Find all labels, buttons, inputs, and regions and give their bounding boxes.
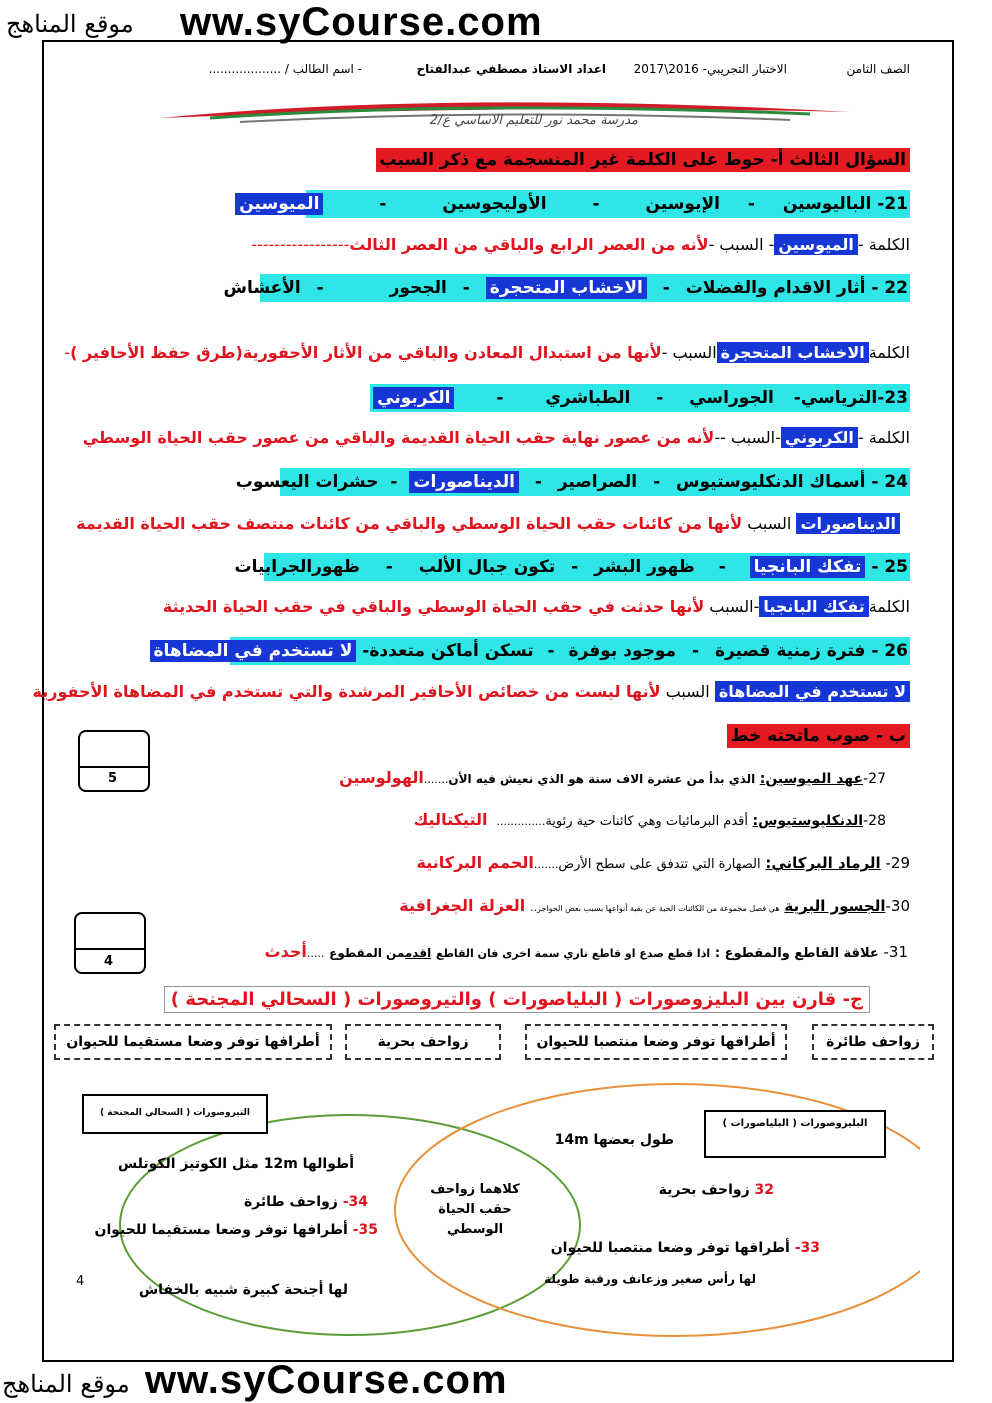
header-author: اعداد الاستاذ مصطفي عبدالفتاح [416,62,606,76]
left-length: أطوالها 12m مثل الكوتيز الكوتلس [117,1156,354,1172]
item-28: 28-الدنكليوستيوس: أقدم البرمائيات وهي كائنات حية رئوية.............. التيكتاليك [413,810,886,829]
item-30: 30-الجسور البرية هي فصل مجموعة من الكائنات الحية عن بقية أنواعها بسبب بعض الحواجز.. العزلة الجغرافية [399,896,910,915]
site-url-bottom: ww.syCourse.com [145,1358,508,1402]
score-box-2-line [76,948,144,950]
q3-title: السؤال الثالث أ- حوط على الكلمة غير المنسجمة مع ذكر السبب [376,148,911,172]
school-name: مدرسة محمد نور للتعليم الاساسي ع/2 [429,113,638,128]
header-exam: الاختبار التجريبي- 2016\2017 [633,62,787,76]
answer-24: الديناصورات السبب لأنها من كائنات حقب الحياة الوسطي والباقي من كائنات منتصف حقب الحياة القديمة [76,514,900,533]
option-marine-reptiles: زواحف بحرية [345,1024,501,1060]
item-31: 31- علاقة القاطع والمقطوع : اذا قطع صدع او قاطع ناري سمة اخرى فان القاطع اقدممن المقطوع .....أحدث [264,942,908,961]
answer-23: الكلمة -الكربوني-السبب --لأنه من عصور نهاية حقب الحياة القديمة والباقي من عصور حقب الحياة الوسطي [82,428,910,447]
score-1: 5 [108,771,118,786]
right-33: 33- أطرافها توفر وضعا منتصبا للحيوان [550,1240,820,1256]
option-straight-limbs: أطرافها توفر وضعا مستقيما للحيوان [54,1024,332,1060]
header-student: - اسم الطالب / ................... [208,62,362,76]
item-29: 29- الرماد البركاني: الصهارة التي تتدفق على سطح الأرض.......الحمم البركانية [416,853,910,872]
section-c-title: ج- قارن بين البليزوصورات ( البلياصورات ) والتيروصورات ( السحالي المجنحة ) [164,986,870,1013]
site-url-top: ww.syCourse.com [180,0,543,44]
site-name-bottom: موقع المناهج [2,1370,130,1398]
section-b-title: ب - صوب ماتحته خط [727,724,910,748]
left-35: 35- أطرافها توفر وضعا مستقيما للحيوان [94,1222,378,1238]
right-32: 32 زواحف بحرية [658,1182,774,1198]
right-length: طول بعضها 14m [554,1132,674,1148]
middle-text: كلاهما زواحف حقب الحياة الوسطي [430,1182,520,1237]
score-box-1-line [80,766,148,768]
item-23: 23-الترياسي- الجوراسي - الطباشري - الكربوني [373,388,908,408]
answer-22: الكلمةالاخشاب المتحجرةالسبب -لأنها من استبدال المعادن والباقي من الأثار الأحفورية(طرق حفظ الأحافير )- [64,343,910,362]
header-grade: الصف الثامن [846,62,910,76]
left-label: التيروصورات ( السحالي المجنحة ) [82,1094,268,1134]
item-22: 22 - أثار الاقدام والفضلات - الاخشاب المتحجرة - الجحور - الأعشاش [223,278,908,298]
option-upright-limbs: أطرافها توفر وضعا منتصبا للحيوان [525,1024,787,1060]
item-26: 26 - فترة زمنية قصيرة - موجود بوفرة - تسكن أماكن متعددة- لا تستخدم في المضاهاة [150,641,908,661]
left-wings: لها أجنحة كبيرة شبيه بالخفاش [138,1282,348,1298]
right-head: لها رأس صغير وزعانف ورقبة طويلة [544,1272,756,1286]
item-25: 25 - تفكك البانجيا - ظهور البشر - تكون جبال الألب - ظهورالجرابيات [234,557,908,577]
left-34: 34- زواحف طائرة [243,1194,368,1210]
right-label: البليزوصورات ( البلياصورات ) [704,1110,886,1158]
item-24: 24 - أسماك الدنكليوستيوس - الصراصير - الديناصورات - حشرات اليعسوب [235,472,908,492]
item-21: 21- الباليوسين - الإيوسين - الأوليجوسين - الميوسين [235,194,908,214]
answer-25: الكلمةتفكك البانجيا-السبب لأنها حدثت في حقب الحياة الوسطي والباقي في حقب الحياة الحديثة [162,597,910,616]
answer-21: الكلمة -الميوسين- السبب -لأنه من العصر الرابع والباقي من العصر الثالث----------------- [251,235,910,254]
score-2: 4 [104,954,114,969]
answer-26: لا تستخدم في المضاهاة السبب لأنها ليست من خصائص الأحافير المرشدة والتي تستخدم في المضاهاة الأحفورية [33,682,910,701]
option-flying-reptiles: زواحف طائرة [812,1024,934,1060]
site-name-top: موقع المناهج [6,10,134,38]
item-27: 27-عهد الميوسين: الذي بدأ من عشرة الاف سنة هو الذي نعيش فيه الأن.......الهولوسين [339,768,886,787]
page-number: 4 [76,1274,85,1289]
